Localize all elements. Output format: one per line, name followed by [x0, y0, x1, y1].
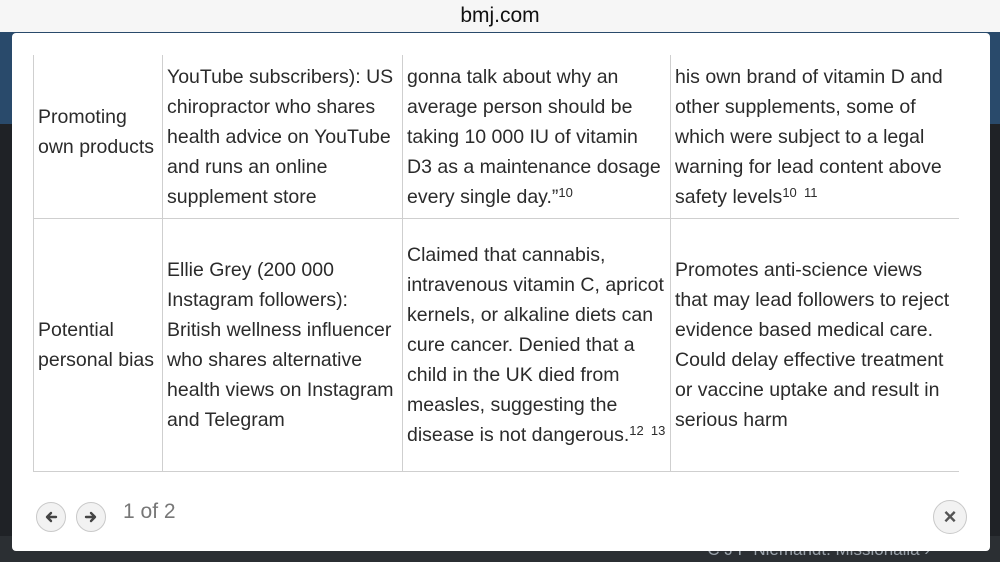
reference-superscript[interactable]: 12 13: [629, 423, 666, 438]
arrow-right-icon: [81, 507, 101, 527]
close-button[interactable]: [933, 500, 967, 534]
claim-cell: gonna talk about why an average person should be taking 10 000 IU of vitamin D3 as a maintenance dosage every single day.”$^{10}$: [403, 55, 671, 219]
data-table: [33, 55, 959, 472]
claim-cell: Claimed that cannabis, intravenous vitamin C, apricot kernels, or alkaline diets can cure cancer. Denied that a child in the UK died from measles, suggesting the disease is not dangerous.$^{12 13}$: [403, 219, 671, 472]
close-icon: ×: [943, 504, 957, 529]
arrow-left-icon: [41, 507, 61, 527]
url-text: bmj.com: [460, 4, 540, 27]
reference-superscript[interactable]: 10: [558, 185, 573, 200]
table-lightbox: [12, 33, 990, 551]
table-row: [34, 55, 960, 219]
previous-button[interactable]: [36, 502, 66, 532]
browser-url-bar[interactable]: [0, 0, 1000, 32]
table-row: [34, 219, 960, 472]
concern-cell: Promotes anti-science views that may lead followers to reject evidence based medical care. Could delay effective treatment or vaccine uptake and result in serious harm: [671, 219, 960, 472]
example-cell: Ellie Grey (200 000 Instagram followers): British wellness influencer who shares alternative health views on Instagram and Telegram: [163, 219, 403, 472]
example-cell: YouTube subscribers): US chiropractor who shares health advice on YouTube and runs an online supplement store: [163, 55, 403, 219]
reference-superscript[interactable]: 10 11: [782, 185, 818, 200]
page-indicator: 1 of 2: [123, 500, 176, 523]
category-cell: Promoting own products: [34, 55, 163, 219]
concern-cell: his own brand of vitamin D and other supplements, some of which were subject to a legal warning for lead content above safety levels$^{10 11}$: [671, 55, 960, 219]
next-button[interactable]: [76, 502, 106, 532]
table-viewport[interactable]: [33, 55, 959, 503]
category-cell: Potential personal bias: [34, 219, 163, 472]
